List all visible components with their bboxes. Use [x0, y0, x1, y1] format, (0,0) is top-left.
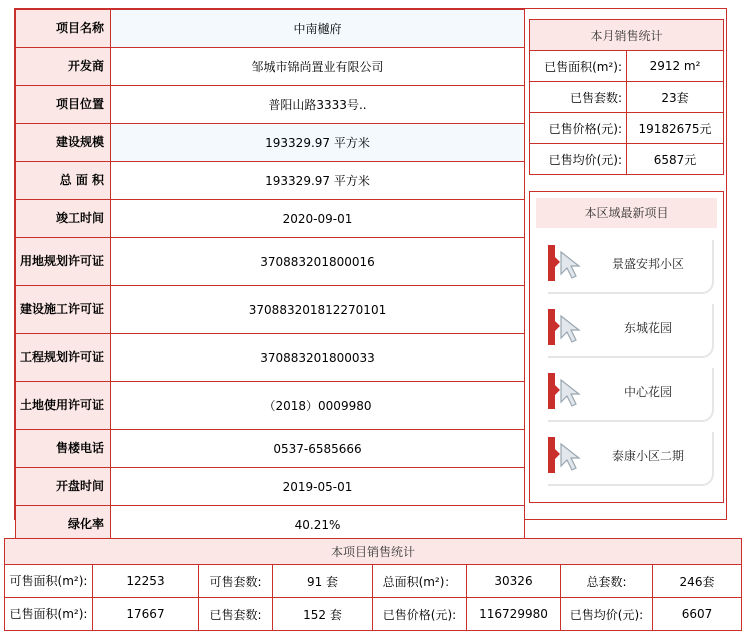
- red-flag-icon: [548, 437, 555, 473]
- info-value: 中南樾府: [111, 10, 525, 48]
- info-value: 普阳山路3333号..: [111, 86, 525, 124]
- new-projects-box: [529, 191, 724, 503]
- avg-price-value: 6607: [653, 598, 742, 631]
- sold-area-label: 已售面积(m²):: [5, 598, 93, 631]
- info-value: 邹城市锦尚置业有限公司: [111, 48, 525, 86]
- new-project-link[interactable]: [548, 240, 714, 294]
- info-row: [16, 382, 525, 430]
- sold-area-value: 17667: [93, 598, 199, 631]
- info-label: 建设规模: [16, 124, 111, 162]
- info-label: 竣工时间: [16, 200, 111, 238]
- project-info-table: [15, 9, 525, 544]
- info-value: 370883201800016: [111, 238, 525, 286]
- info-row: [16, 86, 525, 124]
- info-value: 40.21%: [111, 506, 525, 544]
- monthly-sold-price-label: 已售价格(元):: [530, 113, 627, 144]
- info-value: 2020-09-01: [111, 200, 525, 238]
- new-project-name: 东城花园: [623, 321, 672, 335]
- new-project-name: 景盛安邦小区: [611, 257, 684, 271]
- info-label: 工程规划许可证: [16, 334, 111, 382]
- total-area-value: 30326: [467, 565, 561, 598]
- info-label: 项目位置: [16, 86, 111, 124]
- red-flag-icon: [548, 245, 555, 281]
- info-label: 用地规划许可证: [16, 238, 111, 286]
- info-label: 总 面 积: [16, 162, 111, 200]
- info-label: 开盘时间: [16, 468, 111, 506]
- info-label: 土地使用许可证: [16, 382, 111, 430]
- cursor-arrow-icon: [558, 378, 582, 408]
- info-row: [16, 48, 525, 86]
- info-value: 370883201812270101: [111, 286, 525, 334]
- info-label: 项目名称: [16, 10, 111, 48]
- total-units-label: 总套数:: [561, 565, 653, 598]
- new-project-name: 泰康小区二期: [611, 449, 684, 463]
- saleable-units-label: 可售套数:: [199, 565, 273, 598]
- total-units-value: 246套: [653, 565, 742, 598]
- info-value: （2018）0009980: [111, 382, 525, 430]
- monthly-sold-area-value: 2912 m²: [627, 51, 724, 82]
- info-row: [16, 10, 525, 48]
- new-project-link[interactable]: [548, 304, 714, 358]
- info-value: 193329.97 平方米: [111, 162, 525, 200]
- new-project-link[interactable]: [548, 432, 714, 486]
- monthly-sold-units-value: 23套: [627, 82, 724, 113]
- avg-price-label: 已售均价(元):: [561, 598, 653, 631]
- saleable-area-label: 可售面积(m²):: [5, 565, 93, 598]
- info-value: 0537-6585666: [111, 430, 525, 468]
- saleable-area-value: 12253: [93, 565, 199, 598]
- info-row: [16, 124, 525, 162]
- monthly-sold-area-label: 已售面积(m²):: [530, 51, 627, 82]
- total-area-label: 总面积(m²)：: [373, 565, 467, 598]
- info-row: [16, 468, 525, 506]
- cursor-arrow-icon: [558, 442, 582, 472]
- saleable-units-value: 91 套: [273, 565, 373, 598]
- new-project-name: 中心花园: [623, 385, 672, 399]
- new-projects-title: 本区域最新项目: [536, 198, 717, 228]
- cursor-arrow-icon: [558, 314, 582, 344]
- info-value: 2019-05-01: [111, 468, 525, 506]
- info-label: 建设施工许可证: [16, 286, 111, 334]
- new-project-link[interactable]: [548, 368, 714, 422]
- info-row: [16, 334, 525, 382]
- info-label: 开发商: [16, 48, 111, 86]
- info-row: [16, 238, 525, 286]
- monthly-avg-price-value: 6587元: [627, 144, 724, 175]
- cursor-arrow-icon: [558, 250, 582, 280]
- sold-price-value: 116729980: [467, 598, 561, 631]
- info-row: [16, 200, 525, 238]
- sold-price-label: 已售价格(元):: [373, 598, 467, 631]
- project-sales-title: 本项目销售统计: [5, 539, 742, 565]
- info-row: [16, 286, 525, 334]
- info-row: [16, 430, 525, 468]
- info-label: 售楼电话: [16, 430, 111, 468]
- red-flag-icon: [548, 373, 555, 409]
- red-flag-icon: [548, 309, 555, 345]
- project-detail-panel: [14, 8, 727, 532]
- monthly-avg-price-label: 已售均价(元):: [530, 144, 627, 175]
- sold-units-label: 已售套数:: [199, 598, 273, 631]
- info-value: 370883201800033: [111, 334, 525, 382]
- monthly-sold-units-label: 已售套数:: [530, 82, 627, 113]
- info-row: [16, 162, 525, 200]
- monthly-sold-price-value: 19182675元: [627, 113, 724, 144]
- info-label: 绿化率: [16, 506, 111, 544]
- monthly-stats-title: 本月销售统计: [530, 20, 724, 51]
- monthly-sales-stats: [529, 19, 724, 175]
- project-sales-stats: [4, 538, 742, 631]
- sold-units-value: 152 套: [273, 598, 373, 631]
- info-value: 193329.97 平方米: [111, 124, 525, 162]
